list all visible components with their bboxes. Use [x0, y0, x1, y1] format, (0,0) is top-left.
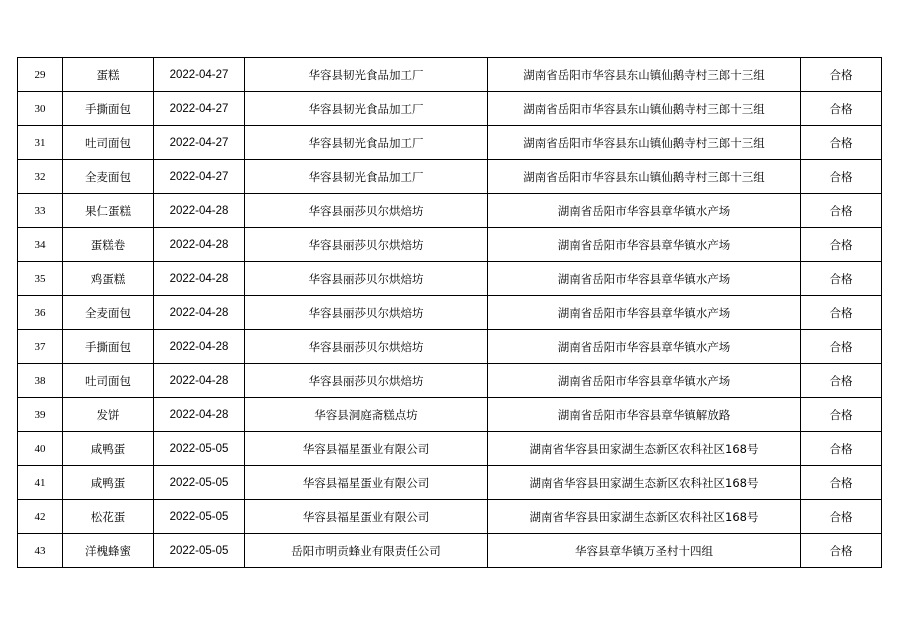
row-number-cell: 34 [18, 228, 63, 262]
inspection-results-table-container [17, 57, 882, 568]
result-cell: 合格 [801, 534, 882, 568]
producer-cell: 华容县福星蛋业有限公司 [245, 500, 488, 534]
inspection-results-table [17, 57, 882, 568]
food-name-cell: 手撕面包 [63, 92, 154, 126]
table-row [18, 58, 882, 92]
row-number-cell: 33 [18, 194, 63, 228]
row-number-cell: 43 [18, 534, 63, 568]
production-date-cell: 2022-04-28 [154, 364, 245, 398]
producer-address-cell: 湖南省岳阳市华容县东山镇仙鹅寺村三郎十三组 [488, 58, 801, 92]
row-number-cell: 30 [18, 92, 63, 126]
producer-cell: 华容县韧光食品加工厂 [245, 126, 488, 160]
production-date-cell: 2022-04-28 [154, 228, 245, 262]
row-number-cell: 36 [18, 296, 63, 330]
producer-cell: 华容县韧光食品加工厂 [245, 160, 488, 194]
production-date-cell: 2022-04-27 [154, 160, 245, 194]
table-row [18, 228, 882, 262]
producer-address-cell: 湖南省岳阳市华容县东山镇仙鹅寺村三郎十三组 [488, 126, 801, 160]
row-number-cell: 41 [18, 466, 63, 500]
table-row [18, 398, 882, 432]
production-date-cell: 2022-04-28 [154, 330, 245, 364]
production-date-cell: 2022-04-27 [154, 126, 245, 160]
row-number-cell: 39 [18, 398, 63, 432]
producer-address-cell: 湖南省岳阳市华容县东山镇仙鹅寺村三郎十三组 [488, 92, 801, 126]
production-date-cell: 2022-04-27 [154, 92, 245, 126]
table-row [18, 534, 882, 568]
food-name-cell: 咸鸭蛋 [63, 466, 154, 500]
row-number-cell: 32 [18, 160, 63, 194]
table-row [18, 432, 882, 466]
producer-address-cell: 湖南省岳阳市华容县章华镇水产场 [488, 364, 801, 398]
food-name-cell: 蛋糕卷 [63, 228, 154, 262]
table-row [18, 160, 882, 194]
result-cell: 合格 [801, 330, 882, 364]
production-date-cell: 2022-04-28 [154, 194, 245, 228]
producer-address-cell: 湖南省华容县田家湖生态新区农科社区168号 [488, 500, 801, 534]
row-number-cell: 29 [18, 58, 63, 92]
food-name-cell: 鸡蛋糕 [63, 262, 154, 296]
table-row [18, 330, 882, 364]
producer-cell: 华容县福星蛋业有限公司 [245, 432, 488, 466]
food-name-cell: 咸鸭蛋 [63, 432, 154, 466]
row-number-cell: 42 [18, 500, 63, 534]
table-row [18, 466, 882, 500]
table-row [18, 262, 882, 296]
producer-address-cell: 华容县章华镇万圣村十四组 [488, 534, 801, 568]
food-name-cell: 发饼 [63, 398, 154, 432]
result-cell: 合格 [801, 500, 882, 534]
result-cell: 合格 [801, 160, 882, 194]
food-name-cell: 全麦面包 [63, 296, 154, 330]
producer-cell: 华容县洞庭斋糕点坊 [245, 398, 488, 432]
producer-cell: 华容县丽莎贝尔烘焙坊 [245, 364, 488, 398]
production-date-cell: 2022-04-28 [154, 398, 245, 432]
food-name-cell: 松花蛋 [63, 500, 154, 534]
food-name-cell: 全麦面包 [63, 160, 154, 194]
production-date-cell: 2022-05-05 [154, 432, 245, 466]
result-cell: 合格 [801, 364, 882, 398]
result-cell: 合格 [801, 228, 882, 262]
result-cell: 合格 [801, 58, 882, 92]
production-date-cell: 2022-05-05 [154, 466, 245, 500]
row-number-cell: 38 [18, 364, 63, 398]
table-row [18, 296, 882, 330]
producer-cell: 华容县韧光食品加工厂 [245, 92, 488, 126]
producer-address-cell: 湖南省岳阳市华容县章华镇解放路 [488, 398, 801, 432]
result-cell: 合格 [801, 92, 882, 126]
producer-cell: 华容县福星蛋业有限公司 [245, 466, 488, 500]
food-name-cell: 手撕面包 [63, 330, 154, 364]
producer-cell: 岳阳市明贡蜂业有限责任公司 [245, 534, 488, 568]
food-name-cell: 吐司面包 [63, 364, 154, 398]
producer-address-cell: 湖南省华容县田家湖生态新区农科社区168号 [488, 466, 801, 500]
production-date-cell: 2022-04-27 [154, 58, 245, 92]
result-cell: 合格 [801, 432, 882, 466]
table-row [18, 126, 882, 160]
result-cell: 合格 [801, 126, 882, 160]
row-number-cell: 37 [18, 330, 63, 364]
row-number-cell: 40 [18, 432, 63, 466]
result-cell: 合格 [801, 262, 882, 296]
result-cell: 合格 [801, 398, 882, 432]
producer-cell: 华容县丽莎贝尔烘焙坊 [245, 262, 488, 296]
row-number-cell: 35 [18, 262, 63, 296]
result-cell: 合格 [801, 296, 882, 330]
result-cell: 合格 [801, 194, 882, 228]
food-name-cell: 洋槐蜂蜜 [63, 534, 154, 568]
producer-cell: 华容县丽莎贝尔烘焙坊 [245, 296, 488, 330]
table-row [18, 500, 882, 534]
producer-address-cell: 湖南省华容县田家湖生态新区农科社区168号 [488, 432, 801, 466]
producer-address-cell: 湖南省岳阳市华容县章华镇水产场 [488, 330, 801, 364]
producer-cell: 华容县丽莎贝尔烘焙坊 [245, 228, 488, 262]
producer-cell: 华容县丽莎贝尔烘焙坊 [245, 330, 488, 364]
producer-address-cell: 湖南省岳阳市华容县东山镇仙鹅寺村三郎十三组 [488, 160, 801, 194]
producer-cell: 华容县韧光食品加工厂 [245, 58, 488, 92]
food-name-cell: 蛋糕 [63, 58, 154, 92]
table-body [18, 58, 882, 568]
production-date-cell: 2022-04-28 [154, 262, 245, 296]
row-number-cell: 31 [18, 126, 63, 160]
table-row [18, 364, 882, 398]
food-name-cell: 果仁蛋糕 [63, 194, 154, 228]
food-name-cell: 吐司面包 [63, 126, 154, 160]
producer-address-cell: 湖南省岳阳市华容县章华镇水产场 [488, 262, 801, 296]
producer-address-cell: 湖南省岳阳市华容县章华镇水产场 [488, 194, 801, 228]
result-cell: 合格 [801, 466, 882, 500]
table-row [18, 92, 882, 126]
production-date-cell: 2022-05-05 [154, 500, 245, 534]
table-row [18, 194, 882, 228]
producer-address-cell: 湖南省岳阳市华容县章华镇水产场 [488, 296, 801, 330]
production-date-cell: 2022-05-05 [154, 534, 245, 568]
producer-address-cell: 湖南省岳阳市华容县章华镇水产场 [488, 228, 801, 262]
production-date-cell: 2022-04-28 [154, 296, 245, 330]
producer-cell: 华容县丽莎贝尔烘焙坊 [245, 194, 488, 228]
